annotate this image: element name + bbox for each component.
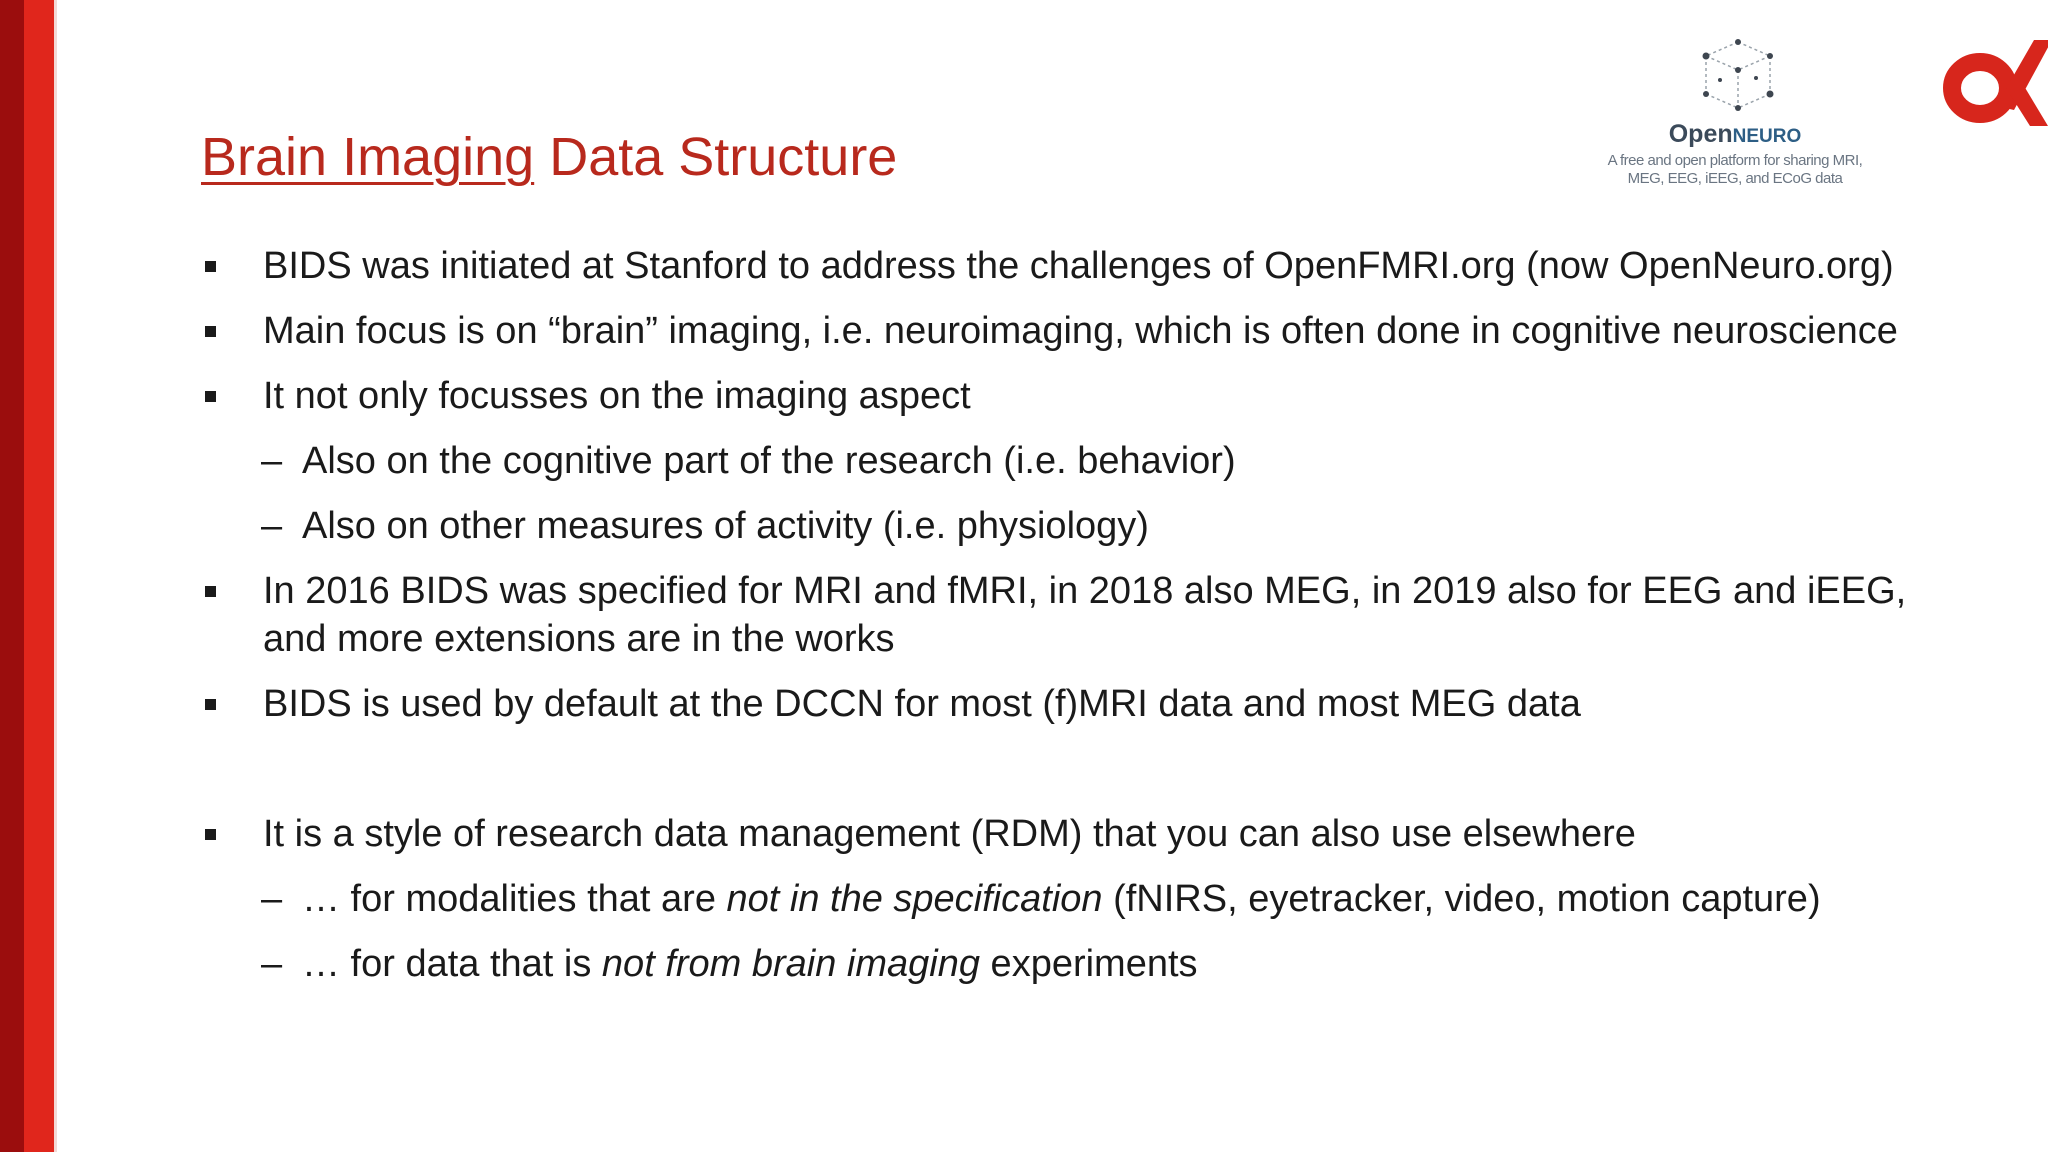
left-accent-bar-dark (0, 0, 24, 1152)
sub-bullet-dash: – (261, 505, 283, 547)
sub-bullet-dash: – (261, 878, 283, 920)
openneuro-name: OpenNEURO (1668, 120, 1802, 148)
left-accent-bar-edge (54, 0, 57, 1152)
sub-bullet-4: … for data that is not from brain imaging experiments (302, 943, 1198, 985)
bullet-3: It not only focusses on the imaging aspect (263, 375, 971, 417)
bullet-1: BIDS was initiated at Stanford to address the challenges of OpenFMRI.org (now OpenNeuro.org) (263, 245, 1894, 287)
openneuro-logo (1570, 28, 1900, 198)
bullet-5: BIDS is used by default at the DCCN for most (f)MRI data and most MEG data (263, 683, 1581, 725)
alpha-logo-icon (1930, 30, 2048, 130)
emphasis-text: not in the specification (726, 878, 1103, 920)
sub-bullet-dash: – (261, 943, 283, 985)
sub-bullet-1: Also on the cognitive part of the research (i.e. behavior) (302, 440, 1236, 482)
bullet-marker (205, 829, 216, 840)
slide-title (201, 122, 897, 192)
sub-bullet-2: Also on other measures of activity (i.e. physiology) (302, 505, 1149, 547)
openneuro-cube-icon (1570, 28, 1900, 120)
sub-bullet-3: … for modalities that are not in the specification (fNIRS, eyetracker, video, motion capture) (302, 878, 1821, 920)
sub-bullet-dash: – (261, 440, 283, 482)
openneuro-tagline-1: A free and open platform for sharing MRI, (1607, 152, 1863, 169)
bullet-marker (205, 699, 216, 710)
bullet-marker (205, 586, 216, 597)
bullet-2: Main focus is on “brain” imaging, i.e. neuroimaging, which is often done in cognitive neuroscience (263, 310, 1898, 352)
bullet-6: It is a style of research data management (RDM) that you can also use elsewhere (263, 813, 1636, 855)
title-link-brain-imaging[interactable]: Brain Imaging (201, 127, 535, 187)
left-accent-bar (24, 0, 54, 1152)
bullet-marker (205, 391, 216, 402)
emphasis-text: not from brain imaging (601, 943, 980, 985)
openneuro-tagline-2: MEG, EEG, iEEG, and ECoG data (1627, 170, 1843, 187)
bullet-marker (205, 326, 216, 337)
title-rest: Data Structure (534, 127, 898, 187)
bullet-4-line-2: and more extensions are in the works (263, 618, 895, 660)
bullet-marker (205, 261, 216, 272)
bullet-4-line-1: In 2016 BIDS was specified for MRI and fMRI, in 2018 also MEG, in 2019 also for EEG and iEEG, (263, 570, 1907, 612)
